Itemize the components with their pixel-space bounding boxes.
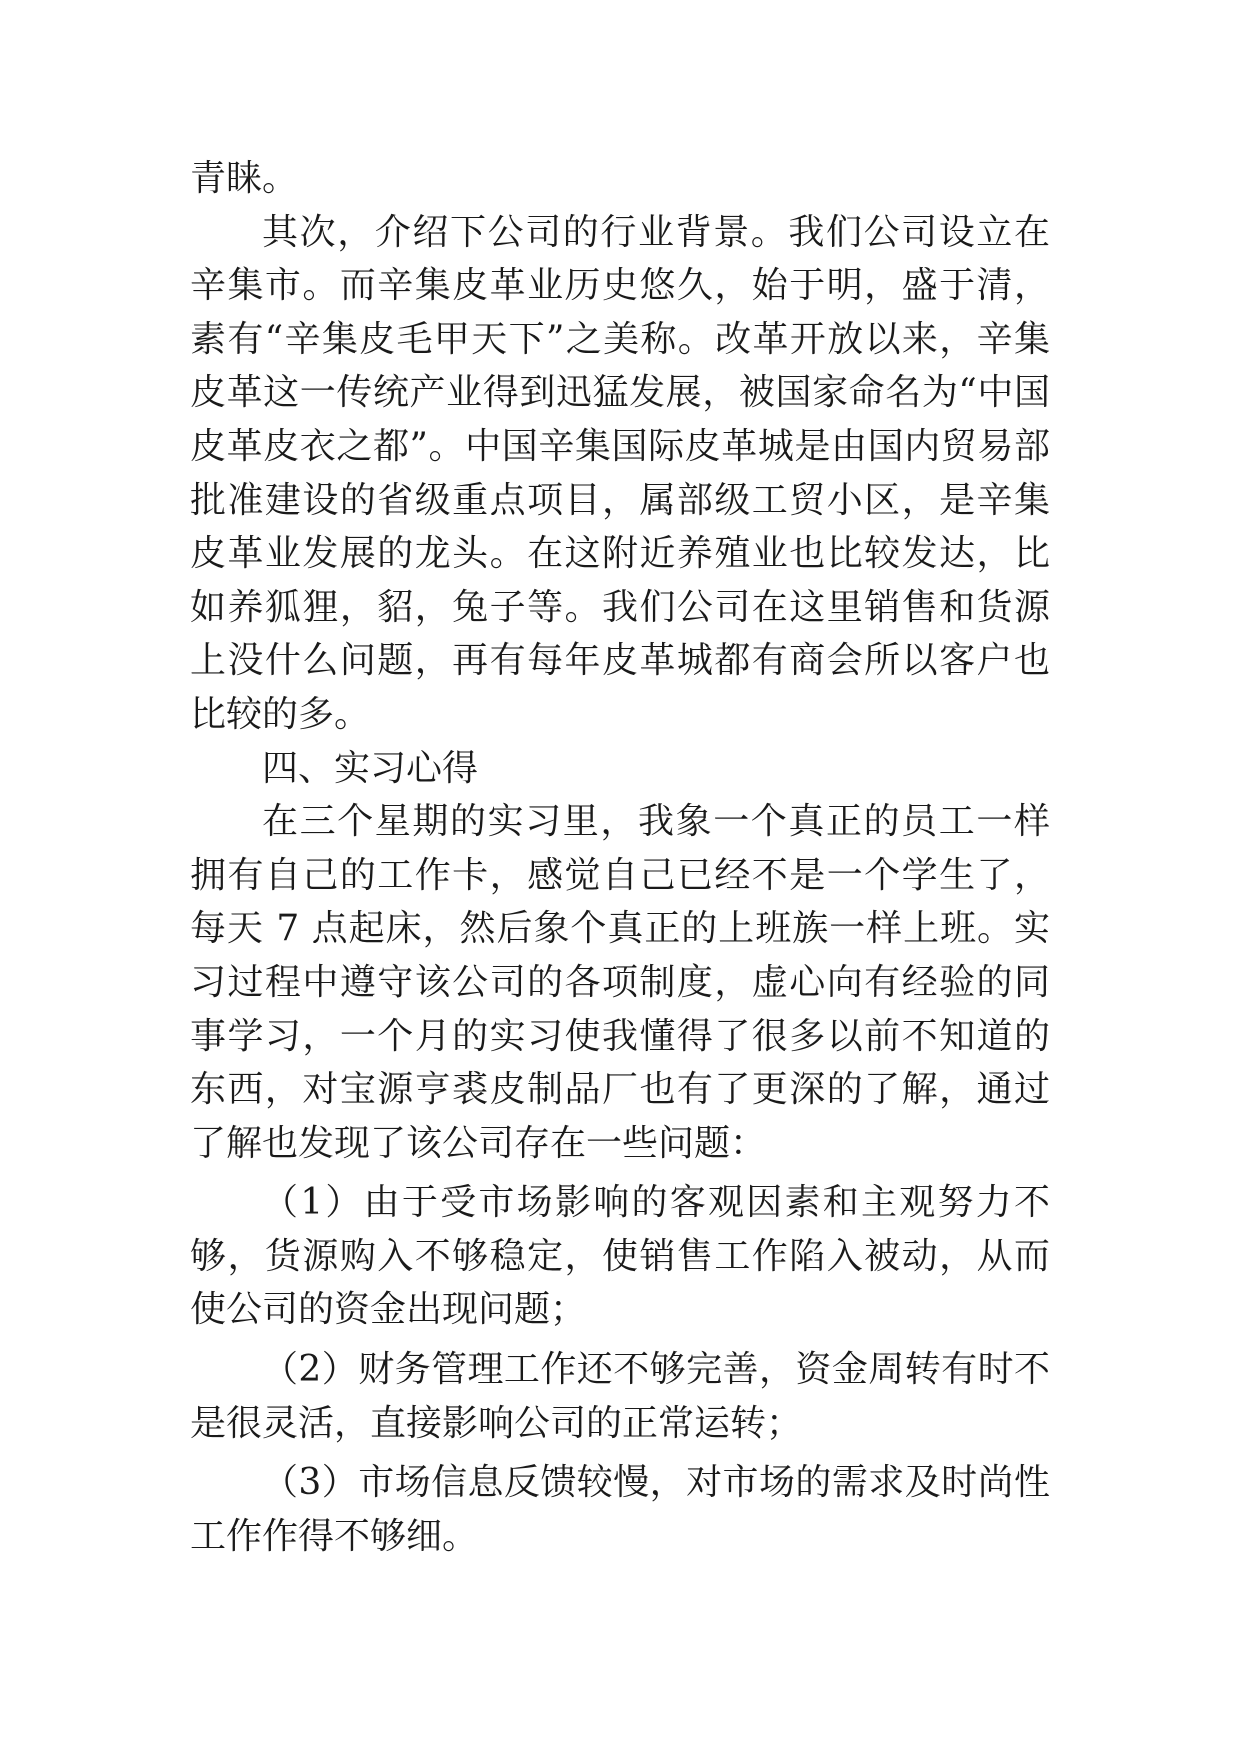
list-item-problem-1: （1）由于受市场影响的客观因素和主观努力不够，货源购入不够稳定，使销售工作陷入被动，从而使公司的资金出现问题； — [190, 1182, 1050, 1331]
paragraph-continuation: 青睐。 — [190, 158, 299, 199]
paragraph-internship-experience: 在三个星期的实习里，我象一个真正的员工一样拥有自己的工作卡，感觉自己已经不是一个学生了，每天 7 点起床，然后象个真正的上班族一样上班。实习过程中遵守该公司的各项制度，虚心向有经验的同事学习，一个月的实习使我懂得了很多以前不知道的东西，对宝源亨裘皮制品厂也有了更深的了解，通过了解也发现了该公司存在一些问题： — [190, 801, 1050, 1164]
list-item-problem-2: （2）财务管理工作还不够完善，资金周转有时不是很灵活，直接影响公司的正常运转； — [190, 1349, 1050, 1444]
list-item-problem-3: （3）市场信息反馈较慢，对市场的需求及时尚性工作作得不够细。 — [190, 1462, 1050, 1557]
paragraph-industry-background: 其次，介绍下公司的行业背景。我们公司设立在辛集市。而辛集皮革业历史悠久，始于明，盛于清，素有“辛集皮毛甲天下”之美称。改革开放以来，辛集皮革这一传统产业得到迅猛发展，被国家命名为“中国皮革皮衣之都”。中国辛集国际皮革城是由国内贸易部批准建设的省级重点项目，属部级工贸小区，是辛集皮革业发展的龙头。在这附近养殖业也比较发达，比如养狐狸，貂，兔子等。我们公司在这里销售和货源上没什么问题，再有每年皮革城都有商会所以客户也比较的多。 — [190, 211, 1050, 735]
section-heading-internship-reflections: 四、实习心得 — [262, 747, 479, 789]
document-body — [190, 152, 1050, 1563]
